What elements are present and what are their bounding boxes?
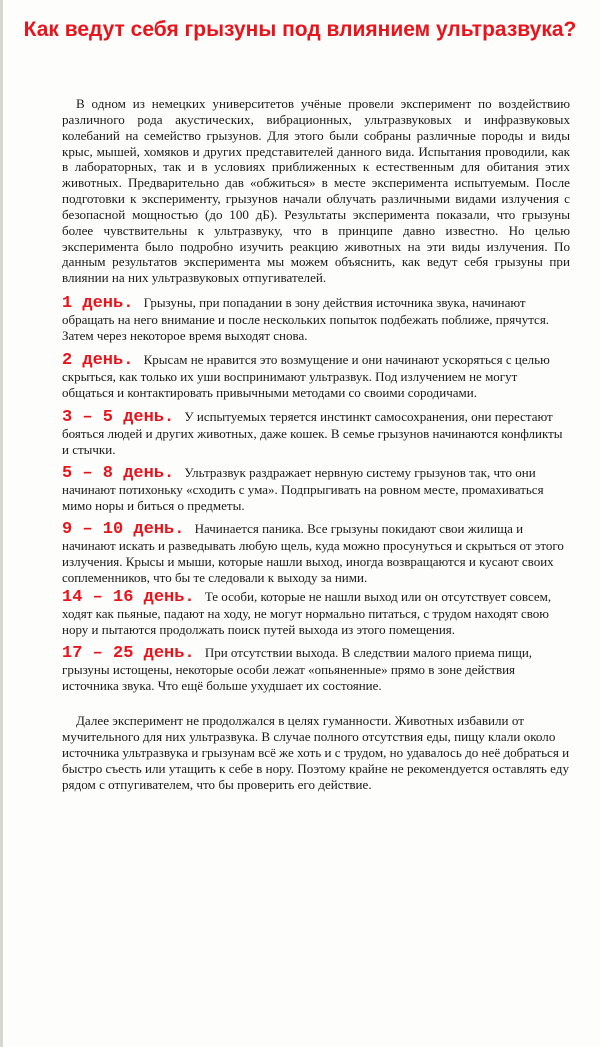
day-item <box>62 465 570 514</box>
day-item <box>62 645 570 694</box>
day-label: 1 день. <box>62 294 144 313</box>
day-label: 5 – 8 день. <box>62 464 185 483</box>
day-item <box>62 409 570 458</box>
day-text: При отсутствии выхода. В следствии малого приема пищи, грызуны истощены, некоторые особи лежат «опьяненные» прямо в зоне действия источника звука. Что ещё больше ухудшает их состояние. <box>62 645 533 694</box>
day-item <box>62 589 570 638</box>
day-label: 2 день. <box>62 351 144 370</box>
day-item <box>62 352 570 401</box>
day-text: Грызуны, при попадании в зону действия источника звука, начинают обращать на него внимание и после нескольких попыток подбежать поближе, прячутся. Затем через некоторое время выходят снова. <box>62 295 550 344</box>
day-text: Ультразвук раздражает нервную систему грызунов так, что они начинают потихоньку «сходить с ума». Подпрыгивать на ровном месте, промахиваться мимо норы и биться о предметы. <box>62 465 544 514</box>
outro-paragraph: Далее эксперимент не продолжался в целях гуманности. Животных избавили от мучительного для них ультразвука. В случае полного отсутствия еды, пищу клали около источника ультразвука и грызунам всё же хоть и с трудом, но удавалось до неё добраться и быстро съесть или утащить к себе в нору. Поэтому крайне не рекомендуется оставлять еду рядом с отпугивателем, что бы проверить его действие. <box>62 713 570 792</box>
day-item <box>62 521 570 587</box>
day-text: Начинается паника. Все грызуны покидают свои жилища и начинают искать и разведывать любую щель, куда можно просунуться и скрыться от этого излучения. Крысы и мыши, которые нашли выход, иногда возвращаются и кусают своих соплеменников, что бы те следовали к выходу за ними. <box>62 521 564 586</box>
day-label: 14 – 16 день. <box>62 588 205 607</box>
day-item <box>62 295 570 344</box>
page-title: Как ведут себя грызуны под влиянием ультразвука? <box>23 18 577 41</box>
day-text: У испытуемых теряется инстинкт самосохранения, они перестают бояться людей и других животных, даже кошек. В семье грызунов начинаются конфликты и стычки. <box>62 409 563 458</box>
day-text: Крысам не нравится это возмущение и они начинают ускоряться с целью скрыться, как только их уши воспринимают ультразвук. Под излучением не могут общаться и контактировать привычными методами со своими сородичами. <box>62 352 550 401</box>
day-text: Те особи, которые не нашли выход или он отсутствует совсем, ходят как пьяные, падают на ходу, не могут нормально питаться, с трудом находят свою нору и пытаются продолжать поиск путей выхода из этого помещения. <box>62 589 552 638</box>
day-label: 9 – 10 день. <box>62 520 195 539</box>
intro-paragraph: В одном из немецких университетов учёные провели эксперимент по воздействию различного рода акустических, вибрационных, ультразвуковых и инфразвуковых колебаний на семейство грызунов. Для этого были собраны различные породы и виды крыс, мышей, хомяков и других представителей данного вида. Испытания проводили, как в лабораторных, так и в условиях приближенных к естественным для обитания этих животных. Предварительно дав «обжиться» в месте эксперимента испытуемым. После подготовки к эксперименту, грызунов начали облучать различными видами излучения с безопасной мощностью (до 100 дБ). Результаты эксперимента показали, что грызуны более чувствительны к ультразвуку, что в принципе давно известно. Но целью эксперимента было подробно изучить реакцию животных на эти виды излучения. По данным результатов эксперимента мы можем объяснить, как ведут себя грызуны при влиянии на них ультразвуковых отпугивателей. <box>62 96 570 286</box>
day-label: 17 – 25 день. <box>62 644 205 663</box>
day-label: 3 – 5 день. <box>62 408 185 427</box>
